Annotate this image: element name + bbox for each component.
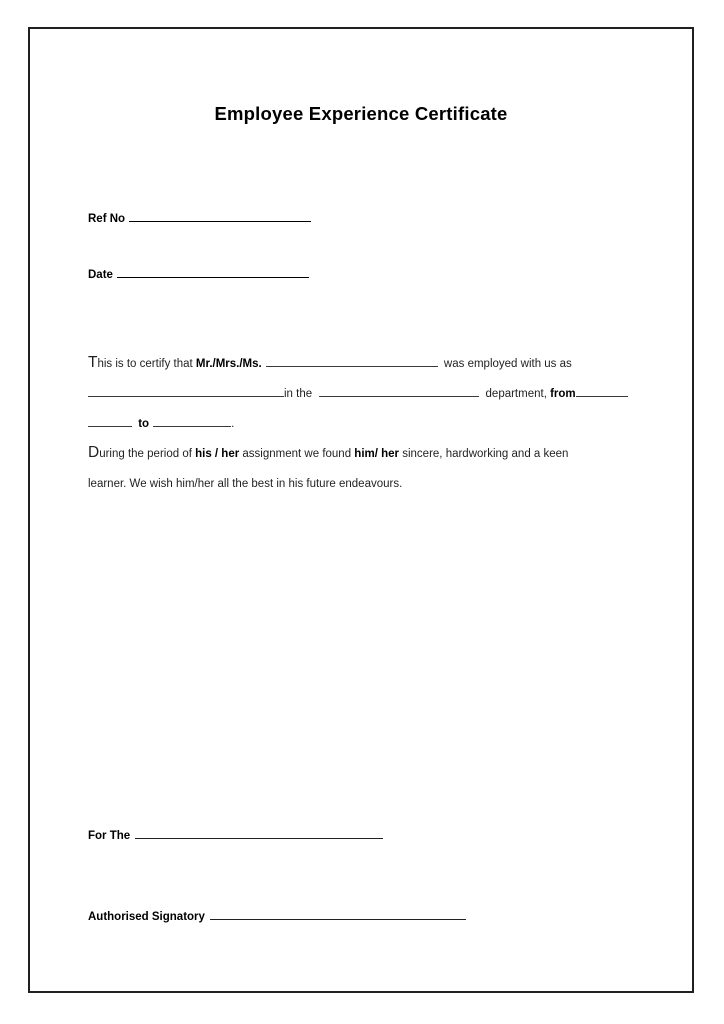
signature-authorised-input[interactable] — [210, 909, 466, 920]
signature-authorised — [88, 909, 466, 923]
signature-for-the — [88, 828, 383, 842]
body-text-assignment: assignment we found — [239, 448, 355, 460]
blank-department[interactable] — [319, 386, 479, 397]
certificate-body — [88, 349, 640, 499]
field-ref-no-label: Ref No — [88, 212, 126, 225]
field-date — [88, 267, 309, 281]
blank-to-date[interactable] — [153, 416, 231, 427]
body-paragraph-1-line-3 — [88, 409, 640, 439]
body-text-during-period: uring the period of — [99, 448, 196, 460]
body-paragraph-2-line-1 — [88, 439, 640, 469]
blank-employee-name[interactable] — [266, 356, 438, 367]
body-text-his-her: his / her — [195, 448, 240, 460]
body-text-wishes: learner. We wish him/her all the best in his future endeavours. — [88, 478, 403, 490]
body-text-employed-as: was employed with us as — [440, 358, 572, 370]
dropcap-t: T — [88, 354, 98, 371]
body-text-in-the: in the — [284, 388, 316, 400]
body-text-to: to — [138, 418, 150, 430]
body-text-certify: his is to certify that — [97, 358, 196, 370]
body-text-him-her: him/ her — [354, 448, 400, 460]
field-ref-no — [88, 211, 311, 225]
blank-from-date-part2[interactable] — [88, 416, 132, 427]
blank-from-date-part1[interactable] — [576, 386, 628, 397]
signature-authorised-label: Authorised Signatory — [88, 910, 205, 923]
signature-for-the-label: For The — [88, 829, 131, 842]
body-paragraph-2-line-2 — [88, 469, 640, 499]
body-text-department: department, — [482, 388, 551, 400]
field-date-label: Date — [88, 268, 113, 281]
body-paragraph-1-line-1 — [88, 349, 640, 379]
body-text-period-end: . — [231, 418, 235, 430]
body-text-from: from — [550, 388, 576, 400]
certificate-border — [28, 27, 694, 993]
blank-designation[interactable] — [88, 386, 284, 397]
signature-for-the-input[interactable] — [135, 828, 383, 839]
field-ref-no-input[interactable] — [129, 211, 311, 222]
body-text-qualities: sincere, hardworking and a keen — [399, 448, 569, 460]
dropcap-d: D — [88, 444, 100, 461]
page-title: Employee Experience Certificate — [214, 103, 508, 125]
body-paragraph-1-line-2 — [88, 379, 640, 409]
field-date-input[interactable] — [117, 267, 309, 278]
body-text-salutation: Mr./Mrs./Ms. — [195, 358, 262, 370]
